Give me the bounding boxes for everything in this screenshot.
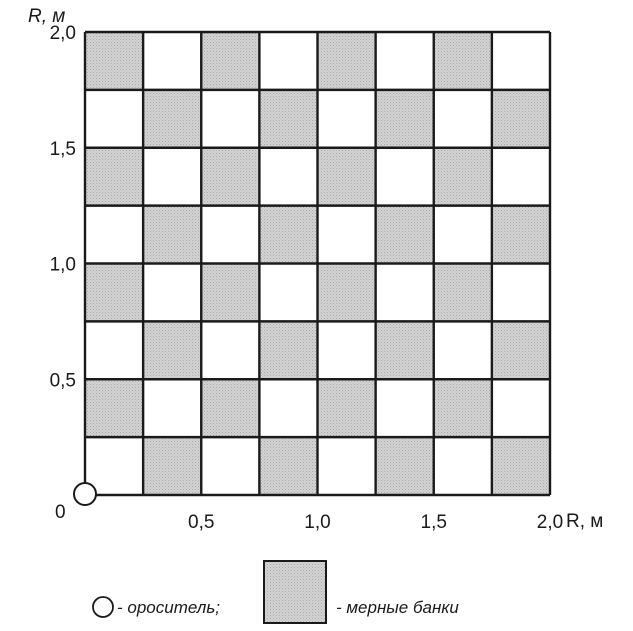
empty-cell bbox=[143, 148, 201, 206]
empty-cell bbox=[259, 148, 317, 206]
measuring-jar-cell bbox=[492, 321, 550, 379]
legend-jar-label: - мерные банки bbox=[336, 598, 459, 617]
y-axis-label: R, м bbox=[28, 6, 66, 27]
legend-sprinkler-icon bbox=[93, 597, 113, 617]
empty-cell bbox=[318, 321, 376, 379]
measuring-jar-cell bbox=[492, 90, 550, 148]
measuring-jar-cell bbox=[85, 379, 143, 437]
measuring-jar-cell bbox=[201, 32, 259, 90]
empty-cell bbox=[143, 379, 201, 437]
y-tick-label: 2,0 bbox=[49, 23, 76, 44]
legend-jar-icon bbox=[264, 561, 326, 623]
empty-cell bbox=[376, 379, 434, 437]
empty-cell bbox=[201, 206, 259, 264]
measuring-jar-cell bbox=[434, 148, 492, 206]
x-tick-labels bbox=[188, 512, 563, 533]
measuring-jar-cell bbox=[376, 90, 434, 148]
y-tick-label: 1,0 bbox=[49, 254, 76, 276]
measuring-jar-cell bbox=[259, 437, 317, 495]
measuring-jar-cell bbox=[85, 32, 143, 90]
empty-cell bbox=[201, 437, 259, 495]
measuring-jar-cell bbox=[376, 321, 434, 379]
empty-cell bbox=[492, 148, 550, 206]
measuring-jar-cell bbox=[143, 206, 201, 264]
empty-cell bbox=[259, 379, 317, 437]
empty-cell bbox=[318, 437, 376, 495]
empty-cell bbox=[85, 206, 143, 264]
empty-cell bbox=[492, 32, 550, 90]
measuring-jar-cell bbox=[318, 379, 376, 437]
empty-cell bbox=[259, 264, 317, 322]
legend-sprinkler-label: - ороситель; bbox=[117, 598, 221, 617]
empty-cell bbox=[376, 32, 434, 90]
measuring-jar-cell bbox=[434, 32, 492, 90]
empty-cell bbox=[143, 32, 201, 90]
measuring-jar-cell bbox=[201, 148, 259, 206]
x-tick-label: 2,0 bbox=[536, 512, 564, 533]
x-tick-label: 1,5 bbox=[420, 512, 447, 533]
origin-label: 0 bbox=[55, 502, 66, 523]
empty-cell bbox=[434, 437, 492, 495]
empty-cell bbox=[85, 90, 143, 148]
empty-cell bbox=[376, 148, 434, 206]
measuring-jar-cell bbox=[318, 32, 376, 90]
empty-cell bbox=[318, 90, 376, 148]
measuring-jar-cell bbox=[259, 206, 317, 264]
x-axis-label: R, м bbox=[566, 511, 604, 532]
empty-cell bbox=[434, 206, 492, 264]
measuring-jar-cell bbox=[259, 321, 317, 379]
measuring-jar-cell bbox=[492, 437, 550, 495]
sprinkler-icon bbox=[74, 483, 96, 505]
measuring-jar-cell bbox=[85, 264, 143, 322]
measuring-jar-cell bbox=[376, 206, 434, 264]
measuring-jar-cell bbox=[143, 321, 201, 379]
measuring-jar-cell bbox=[143, 437, 201, 495]
empty-cell bbox=[201, 90, 259, 148]
measuring-jar-cell bbox=[434, 264, 492, 322]
y-tick-label: 1,5 bbox=[49, 138, 76, 160]
measuring-jar-cell bbox=[318, 148, 376, 206]
empty-cell bbox=[201, 321, 259, 379]
empty-cell bbox=[318, 206, 376, 264]
measuring-jar-cell bbox=[259, 90, 317, 148]
empty-cell bbox=[259, 32, 317, 90]
empty-cell bbox=[376, 264, 434, 322]
y-tick-labels bbox=[50, 23, 76, 391]
measuring-jar-cell bbox=[143, 90, 201, 148]
legend bbox=[93, 561, 459, 623]
measuring-jar-cell bbox=[492, 206, 550, 264]
empty-cell bbox=[492, 379, 550, 437]
empty-cell bbox=[85, 321, 143, 379]
x-tick-label: 0,5 bbox=[188, 512, 215, 533]
y-tick-label: 0,5 bbox=[49, 370, 76, 392]
empty-cell bbox=[434, 90, 492, 148]
measuring-jar-cell bbox=[376, 437, 434, 495]
measuring-jar-cell bbox=[201, 379, 259, 437]
measuring-jar-cell bbox=[201, 264, 259, 322]
measuring-jar-cell bbox=[85, 148, 143, 206]
measuring-jar-cell bbox=[434, 379, 492, 437]
empty-cell bbox=[434, 321, 492, 379]
x-tick-label: 1,0 bbox=[304, 512, 331, 533]
measuring-jar-cell bbox=[318, 264, 376, 322]
empty-cell bbox=[143, 264, 201, 322]
empty-cell bbox=[492, 264, 550, 322]
